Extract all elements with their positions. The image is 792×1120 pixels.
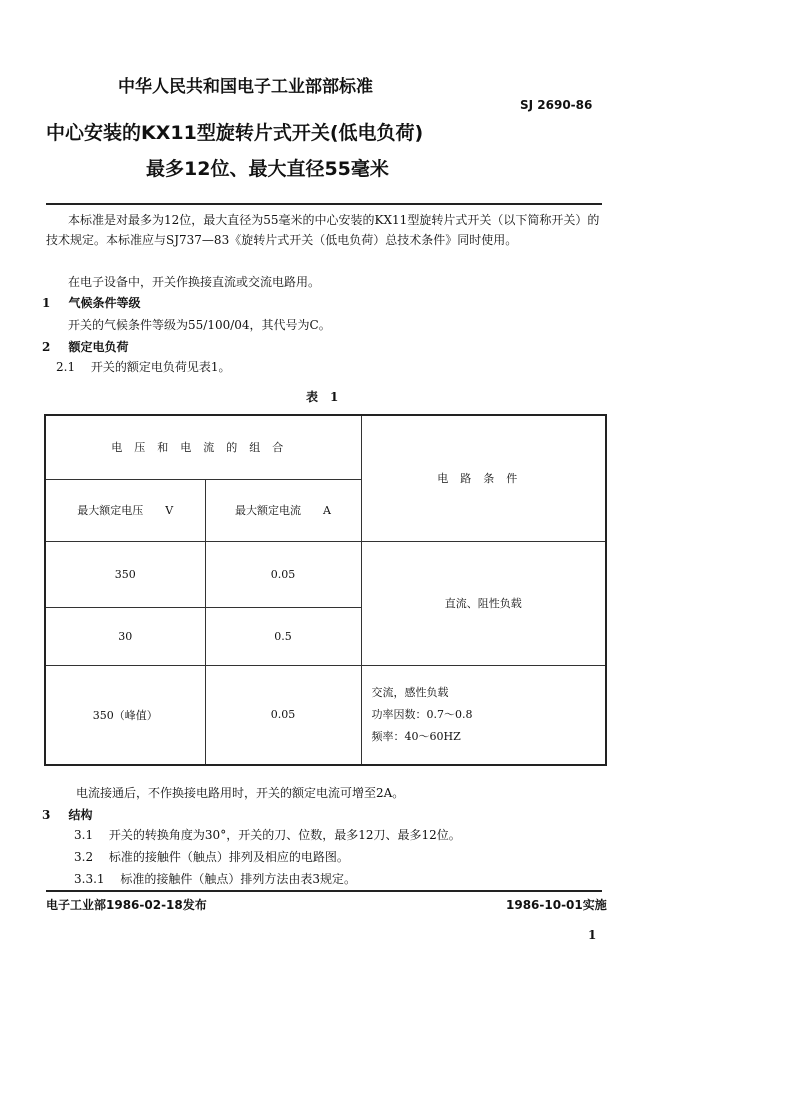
title-rule bbox=[46, 203, 602, 205]
item-3-3-1 bbox=[74, 870, 356, 888]
item-text: 开关的额定电负荷见表1。 bbox=[90, 360, 231, 374]
item-text: 标准的接触件（触点）排列方法由表3规定。 bbox=[120, 872, 357, 886]
item-number: 3.1 bbox=[74, 828, 94, 842]
table-condition-header bbox=[361, 415, 606, 541]
document-subtitle: 最多12位、最大直径55毫米 bbox=[146, 158, 389, 180]
table-cell-condition-ac bbox=[361, 665, 606, 765]
table-cell-current: 0.05 bbox=[205, 541, 361, 607]
section-1-body: 开关的气候条件等级为55/100/04，其代号为C。 bbox=[68, 318, 331, 332]
effective-date: 1986-10-01实施 bbox=[506, 898, 607, 912]
item-number: 2.1 bbox=[56, 360, 76, 374]
issue-date: 电子工业部1986-02-18发布 bbox=[46, 898, 207, 912]
item-number: 3.3.1 bbox=[74, 872, 105, 886]
condition-line: 交流，感性负载 bbox=[371, 685, 449, 699]
footer-rule bbox=[46, 890, 602, 892]
section-title: 气候条件等级 bbox=[68, 296, 141, 310]
condition-header-text: 电路条件 bbox=[437, 472, 530, 486]
table-cell-condition-dc: 直流、阻性负载 bbox=[361, 541, 606, 665]
section-2-heading bbox=[42, 338, 129, 356]
item-text: 开关的转换角度为30°，开关的刀、位数，最多12刀、最多12位。 bbox=[108, 828, 461, 842]
table-caption: 表 1 bbox=[306, 390, 339, 404]
table-group-header bbox=[45, 415, 361, 479]
item-2-1 bbox=[56, 358, 231, 376]
table-cell-current: 0.5 bbox=[205, 607, 361, 665]
item-text: 标准的接触件（触点）排列及相应的电路图。 bbox=[108, 850, 349, 864]
table-col-voltage: 最大额定电压 V bbox=[45, 479, 205, 541]
item-number: 3.2 bbox=[74, 850, 94, 864]
table-cell-voltage: 350（峰值） bbox=[45, 665, 205, 765]
intro-paragraph: 本标准是对最多为12位，最大直径为55毫米的中心安装的KX11型旋转片式开关（以下简称开关）的技术规定。本标准应与SJ737—83《旋转片式开关（低电负荷）总技术条件》同时使用。 bbox=[46, 213, 600, 247]
table-col-current: 最大额定电流 A bbox=[205, 479, 361, 541]
section-number: 1 bbox=[42, 296, 51, 310]
issuing-authority: 中华人民共和国电子工业部部标准 bbox=[118, 77, 373, 97]
table-cell-current: 0.05 bbox=[205, 665, 361, 765]
condition-line: 频率：40～60HZ bbox=[371, 729, 461, 743]
section-title: 额定电负荷 bbox=[68, 340, 129, 354]
current-note: 电流接通后，不作换接电路用时，开关的额定电流可增至2A。 bbox=[76, 786, 405, 800]
standard-code: SJ 2690-86 bbox=[520, 98, 593, 112]
section-number: 3 bbox=[42, 808, 51, 822]
section-number: 2 bbox=[42, 340, 51, 354]
page-number: 1 bbox=[588, 928, 597, 942]
item-3-1 bbox=[74, 826, 461, 844]
document-title: 中心安装的KX11型旋转片式开关(低电负荷) bbox=[46, 122, 424, 144]
section-1-heading bbox=[42, 294, 141, 312]
section-title: 结构 bbox=[68, 808, 93, 822]
rated-load-table bbox=[44, 414, 607, 766]
table-cell-voltage: 350 bbox=[45, 541, 205, 607]
intro-usage: 在电子设备中，开关作换接直流或交流电路用。 bbox=[68, 275, 321, 289]
item-3-2 bbox=[74, 848, 349, 866]
table-cell-voltage: 30 bbox=[45, 607, 205, 665]
group-header-text: 电压和电流的组合 bbox=[111, 441, 296, 455]
condition-line: 功率因数：0.7～0.8 bbox=[371, 707, 473, 721]
section-3-heading bbox=[42, 806, 93, 824]
